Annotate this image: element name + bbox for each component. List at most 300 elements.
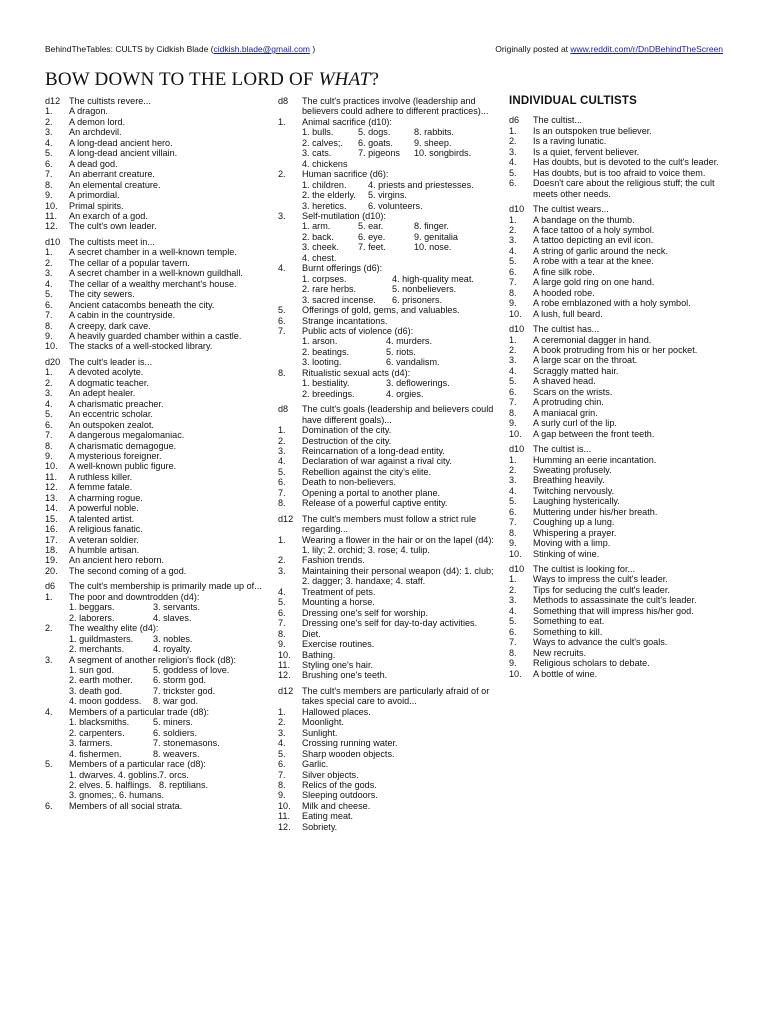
table-entry (278, 770, 498, 780)
entry-number: 1. (278, 425, 286, 436)
entry-text: An ancient hero reborn. (69, 555, 165, 566)
sub-option: 8. reptilians. (159, 780, 209, 790)
table-entry (509, 408, 731, 418)
entry-number: 3. (45, 127, 53, 138)
entry-number: 16. (45, 524, 58, 535)
entry-text: Strange incantations. (302, 315, 388, 326)
die-label: d12 (45, 96, 61, 106)
table-entry (509, 178, 731, 199)
roll-table-prompt: The cultist is... (533, 444, 592, 455)
sub-option: 1. blacksmiths. (69, 717, 130, 728)
sub-option: 6. soldiers. (153, 727, 197, 738)
entry-number: 7. (509, 397, 517, 408)
entry-number: 3. (278, 727, 286, 738)
entry-text: The cellar of a popular tavern. (69, 257, 190, 268)
table-entry (45, 321, 265, 331)
sub-option: 4. royalty. (153, 644, 192, 655)
entry-text: A demon lord. (69, 116, 126, 127)
entry-text: A ceremonial dagger in hand. (533, 334, 652, 345)
roll-table-prompt: The cultists revere... (69, 96, 151, 106)
table-entry (509, 658, 731, 668)
sub-option (436, 190, 498, 200)
sub-option (414, 159, 498, 169)
entry-text: Breathing heavily. (533, 475, 605, 486)
entry-text: Moving with a limp. (533, 538, 611, 549)
table-entry (45, 545, 265, 555)
entry-number: 2. (509, 464, 517, 475)
sub-option-grid (45, 665, 265, 707)
table-entry (509, 366, 731, 376)
table-entry (278, 728, 498, 738)
table-entry (509, 397, 731, 407)
entry-text: An adept healer. (69, 388, 136, 399)
entry-number: 4. (45, 398, 53, 409)
entry-text: Twitching nervously. (533, 485, 615, 496)
table-entry (45, 341, 265, 351)
table-entry (45, 451, 265, 461)
roll-table-heading (509, 204, 731, 214)
entry-text: Laughing hysterically. (533, 496, 620, 507)
table-entry (45, 378, 265, 388)
header-credit-suffix: ) (310, 44, 316, 54)
entry-number: 12. (45, 221, 58, 232)
entry-number: 3. (509, 235, 517, 246)
entry-number: 3. (45, 268, 53, 279)
entry-text: Coughing up a lung. (533, 517, 615, 528)
entry-text: Sleeping outdoors. (302, 790, 378, 801)
entry-text: A mysterious foreigner. (69, 450, 162, 461)
sub-option: 3. death god. (69, 685, 123, 696)
sub-option-grid (278, 127, 498, 169)
table-entry (278, 717, 498, 727)
table-entry (509, 387, 731, 397)
sub-option-grid (45, 770, 265, 801)
sub-option (358, 253, 414, 263)
die-label: d10 (509, 204, 525, 215)
entry-text: Bathing. (302, 649, 336, 660)
table-entry (45, 106, 265, 116)
table-entry (509, 496, 731, 506)
entry-text: Something to eat. (533, 616, 605, 627)
entry-number: 7. (509, 637, 517, 648)
entry-number: 1. (278, 534, 286, 545)
page-title (45, 69, 379, 91)
entry-number: 2. (45, 116, 53, 127)
author-email-link[interactable]: cidkish.blade@gmail.com (213, 44, 311, 54)
sub-option: 10. nose. (414, 242, 452, 253)
die-label: d10 (509, 324, 525, 335)
sub-option: 1. dwarves. 4. goblins. (69, 769, 160, 780)
entry-number: 9. (45, 450, 53, 461)
entry-number: 8. (45, 179, 53, 190)
table-entry (45, 138, 265, 148)
table-entry (278, 801, 498, 811)
entry-number: 5. (509, 496, 517, 507)
table-entry (509, 298, 731, 308)
entry-text: Styling one's hair. (302, 660, 373, 671)
entry-text: A fine silk robe. (533, 266, 595, 277)
entry-text: Methods to assassinate the cult's leader. (533, 595, 697, 606)
entry-text: Rebellion against the city's elite. (302, 466, 432, 477)
roll-table-prompt: The cult's members are particularly afraid of or takes special care to avoid... (302, 685, 490, 707)
entry-number: 3. (45, 654, 53, 665)
entry-number: 5. (509, 167, 517, 178)
entry-number: 1. (45, 367, 53, 378)
entry-number: 11. (278, 660, 290, 671)
entry-number: 3. (45, 388, 53, 399)
entry-number: 6. (45, 800, 53, 811)
entry-number: 7. (278, 769, 286, 780)
roll-table-heading (509, 115, 731, 125)
entry-number: 4. (278, 456, 286, 467)
entry-text: Mounting a horse. (302, 597, 375, 608)
roll-table-heading (278, 514, 498, 535)
entry-number: 9. (509, 658, 517, 669)
entry-number: 5. (278, 466, 286, 477)
entry-number: 8. (45, 320, 53, 331)
table-entry (509, 595, 731, 605)
entry-number: 4. (278, 586, 286, 597)
reddit-source-link[interactable]: www.reddit.com/r/DnDBehindTheScreen (570, 44, 723, 54)
sub-option: 4. priests and priestesses. (368, 179, 474, 190)
table-entry (278, 749, 498, 759)
die-label: d10 (509, 564, 525, 575)
entry-number: 7. (45, 430, 53, 441)
entry-text: A robe with a tear at the knee. (533, 256, 654, 267)
sub-option-grid (278, 180, 498, 211)
entry-text: Sobriety. (302, 821, 338, 832)
entry-number: 10. (509, 308, 522, 319)
table-entry (278, 811, 498, 821)
sub-option: 8. rabbits. (414, 127, 454, 138)
sub-option: 4. orgies. (386, 388, 424, 399)
entry-text: A well-known public figure. (69, 461, 177, 472)
table-entry (509, 335, 731, 345)
entry-number: 10. (509, 548, 522, 559)
table-entry (45, 247, 265, 257)
sub-option: 7. feet. (358, 242, 386, 253)
table-entry (45, 801, 265, 811)
entry-text: Members of a particular race (d8): (69, 759, 206, 770)
entry-number: 9. (509, 418, 517, 429)
entry-number: 15. (45, 513, 58, 524)
table-entry (509, 669, 731, 679)
header-credit (45, 44, 315, 54)
table-entry (278, 477, 498, 487)
entry-text: A bottle of wine. (533, 668, 598, 679)
sub-option: 2. breedings. (302, 388, 355, 399)
table-entry (45, 127, 265, 137)
table-entry (278, 650, 498, 660)
table-entry (278, 780, 498, 790)
sub-option: 5. virgins. (368, 190, 407, 201)
entry-number: 1. (278, 706, 286, 717)
table-entry (509, 277, 731, 287)
table-entry (45, 169, 265, 179)
entry-text: Fashion trends. (302, 555, 365, 566)
header-source-prefix: Originally posted at (495, 44, 571, 54)
die-label: d20 (45, 356, 61, 367)
entry-number: 7. (45, 310, 53, 321)
entry-number: 9. (278, 639, 286, 650)
entry-number: 9. (509, 298, 517, 309)
entry-number: 5. (278, 748, 286, 759)
table-entry (509, 455, 731, 465)
entry-text: A religious fanatic. (69, 524, 143, 535)
entry-text: A long-dead ancient hero. (69, 137, 173, 148)
entry-number: 6. (278, 607, 286, 618)
sub-option: 5. goddess of love. (153, 665, 230, 676)
entry-text: The cellar of a wealthy merchant's house. (69, 278, 237, 289)
entry-number: 9. (278, 790, 286, 801)
entry-number: 4. (509, 245, 517, 256)
entry-number: 5. (509, 616, 517, 627)
entry-text: Treatment of pets. (302, 586, 376, 597)
entry-number: 6. (45, 158, 53, 169)
table-entry (509, 627, 731, 637)
sub-option-grid (45, 634, 265, 655)
entry-number: 6. (509, 506, 517, 517)
entry-number: 1. (278, 116, 286, 127)
entry-number: 3. (509, 475, 517, 486)
entry-number: 19. (45, 555, 58, 566)
die-label: d10 (509, 444, 525, 455)
table-entry (45, 117, 265, 127)
entry-text: Silver objects. (302, 769, 359, 780)
entry-text: Humming an eerie incantation. (533, 454, 657, 465)
sub-option: 1. bestiality. (302, 378, 350, 389)
table-entry (278, 368, 498, 378)
die-label: d8 (278, 96, 289, 106)
table-entry (278, 597, 498, 607)
table-entry (45, 289, 265, 299)
table-entry (509, 136, 731, 146)
sub-option: 3. heretics. (302, 200, 347, 211)
sub-option: 4. chickens (302, 158, 348, 169)
entry-number: 5. (278, 597, 286, 608)
entry-number: 9. (45, 330, 53, 341)
entry-text: Members of a particular trade (d8): (69, 706, 209, 717)
entry-text: A robe emblazoned with a holy symbol. (533, 298, 691, 309)
table-entry (278, 169, 498, 179)
entry-number: 5. (509, 256, 517, 267)
entry-number: 12. (278, 821, 291, 832)
table-entry (509, 648, 731, 658)
entry-number: 10. (278, 649, 291, 660)
entry-number: 5. (45, 409, 53, 420)
entry-text: Scars on the wrists. (533, 386, 613, 397)
entry-text: Something to kill. (533, 626, 603, 637)
sub-option: 5. nonbelievers. (392, 284, 457, 295)
entry-number: 10. (45, 341, 58, 352)
entry-number: 1. (509, 334, 517, 345)
entry-text: Members of all social strata. (69, 800, 183, 811)
table-entry (509, 168, 731, 178)
entry-text: Exercise routines. (302, 639, 375, 650)
table-entry (45, 503, 265, 513)
sub-option: 4. murders. (386, 336, 432, 347)
entry-number: 2. (278, 717, 286, 728)
table-entry (45, 279, 265, 289)
table-entry (45, 430, 265, 440)
entry-number: 7. (278, 618, 286, 629)
entry-number: 13. (45, 492, 58, 503)
entry-number: 1. (45, 106, 53, 117)
table-entry (509, 538, 731, 548)
table-entry (509, 267, 731, 277)
entry-text: Muttering under his/her breath. (533, 506, 658, 517)
roll-table-heading (509, 324, 731, 334)
entry-text: Diet. (302, 628, 321, 639)
table-entry (45, 201, 265, 211)
table-entry (509, 637, 731, 647)
table-entry (45, 388, 265, 398)
roll-table-heading (509, 444, 731, 454)
sub-option: 8. war god. (153, 696, 198, 707)
sub-option: 5. miners. (153, 717, 193, 728)
table-entry (509, 606, 731, 616)
table-entry (45, 148, 265, 158)
table-entry (45, 367, 265, 377)
entry-number: 14. (45, 503, 58, 514)
entry-text: Death to non-believers. (302, 477, 397, 488)
roll-table-prompt: The cultist is looking for... (533, 564, 636, 575)
table-entry (509, 126, 731, 136)
column-left (45, 96, 265, 816)
table-entry (509, 585, 731, 595)
entry-text: Is a quiet, fervent believer. (533, 146, 640, 157)
sub-option: 4. slaves. (153, 612, 192, 623)
entry-text: The wealthy elite (d4): (69, 623, 159, 634)
roll-table-prompt: The cultists meet in... (69, 236, 155, 247)
roll-table-prompt: The cult's practices involve (leadership and believers could adhere to different practices)... (302, 96, 489, 117)
entry-text: A hooded robe. (533, 287, 595, 298)
entry-number: 6. (45, 299, 53, 310)
table-entry (45, 482, 265, 492)
entry-number: 4. (278, 263, 286, 274)
entry-text: Reincarnation of a long-dead entity. (302, 445, 445, 456)
entry-number: 4. (278, 738, 286, 749)
table-entry (278, 498, 498, 508)
entry-text: A primordial. (69, 190, 120, 201)
entry-number: 4. (45, 137, 53, 148)
entry-text: A powerful noble. (69, 503, 139, 514)
entry-number: 2. (45, 257, 53, 268)
entry-number: 1. (509, 214, 517, 225)
sub-option: 4. moon goddess. (69, 696, 142, 707)
roll-table-heading (278, 404, 498, 425)
table-entry (509, 288, 731, 298)
sub-option: 3. deflowerings. (386, 378, 450, 389)
entry-number: 8. (278, 367, 286, 378)
table-entry (278, 467, 498, 477)
die-label: d6 (45, 581, 56, 592)
entry-text: Dressing one's self for worship. (302, 607, 429, 618)
table-entry (509, 147, 731, 157)
sub-option (159, 790, 265, 800)
table-entry (509, 616, 731, 626)
entry-number: 5. (45, 759, 53, 770)
table-entry (45, 258, 265, 268)
entry-number: 5. (278, 305, 286, 316)
entry-text: Domination of the city. (302, 425, 392, 436)
roll-table (509, 564, 731, 679)
sub-option: 6. goats. (358, 137, 393, 148)
entry-number: 12. (45, 482, 58, 493)
table-entry (45, 524, 265, 534)
entry-number: 4. (45, 278, 53, 289)
entry-text: Religious scholars to debate. (533, 658, 650, 669)
table-entry (278, 555, 498, 565)
entry-number: 10. (45, 200, 58, 211)
column-right (509, 96, 731, 684)
entry-number: 2. (278, 435, 286, 446)
entry-number: 10. (509, 428, 522, 439)
entry-text: A dragon. (69, 106, 108, 117)
table-entry (45, 420, 265, 430)
sub-option-grid (278, 336, 498, 367)
entry-number: 7. (45, 169, 53, 180)
entry-number: 10. (278, 800, 291, 811)
entry-text: Wearing a flower in the hair or on the lapel (d4): 1. lily; 2. orchid; 3. rose; 4. tulip. (302, 534, 494, 556)
entry-text: A shaved head. (533, 376, 596, 387)
entry-number: 7. (278, 487, 286, 498)
sub-option: 2. back. (302, 231, 334, 242)
sub-option: 2. the elderly. (302, 190, 356, 201)
roll-table-prompt: The cultist wears... (533, 204, 609, 215)
entry-text: Something that will impress his/her god. (533, 605, 694, 616)
roll-table-heading (278, 686, 498, 707)
sub-option: 10. songbirds. (414, 148, 472, 159)
entry-text: A charismatic preacher. (69, 398, 164, 409)
roll-table-heading (45, 357, 265, 367)
table-entry (278, 822, 498, 832)
sub-option: 1. bulls. (302, 127, 334, 138)
table-entry (45, 655, 265, 665)
table-entry (45, 211, 265, 221)
table-entry (278, 436, 498, 446)
table-entry (278, 790, 498, 800)
entry-number: 3. (278, 565, 286, 576)
entry-text: A book protruding from his or her pocket. (533, 344, 698, 355)
table-entry (45, 331, 265, 341)
entry-text: Sunlight. (302, 727, 338, 738)
entry-number: 5. (45, 289, 53, 300)
entry-number: 2. (509, 136, 517, 147)
title-end: ? (370, 69, 380, 90)
entry-number: 18. (45, 545, 58, 556)
sub-option (414, 253, 498, 263)
entry-text: A surly curl of the lip. (533, 418, 617, 429)
entry-number: 1. (45, 591, 53, 602)
entry-text: An exarch of a god. (69, 210, 148, 221)
entry-number: 8. (45, 440, 53, 451)
entry-text: The second coming of a god. (69, 565, 187, 576)
table-entry (45, 566, 265, 576)
sub-option-grid (278, 378, 498, 399)
die-label: d12 (278, 685, 294, 696)
entry-text: An archdevil. (69, 127, 122, 138)
table-entry (45, 592, 265, 602)
entry-number: 2. (45, 377, 53, 388)
entry-text: Scraggly matted hair. (533, 365, 619, 376)
sub-option: 5. ear. (358, 221, 384, 232)
table-entry (509, 345, 731, 355)
entry-number: 6. (509, 626, 517, 637)
entry-text: Whispering a prayer. (533, 527, 617, 538)
entry-text: A devoted acolyte. (69, 367, 144, 378)
entry-number: 11. (45, 471, 57, 482)
